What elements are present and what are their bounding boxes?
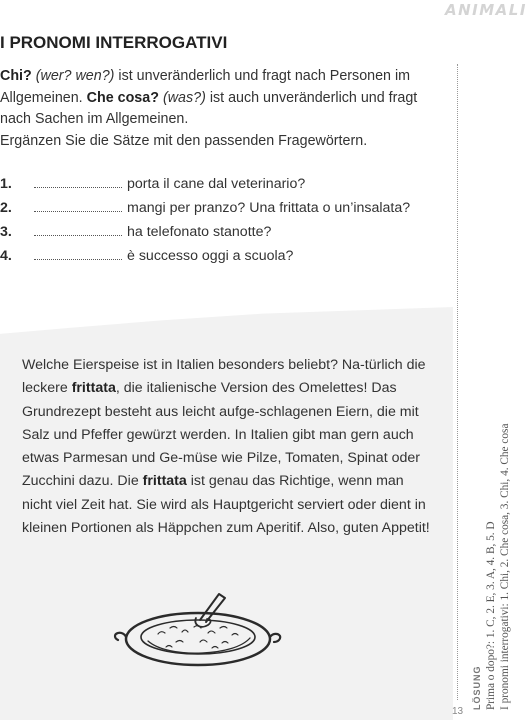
info-text-part: , die italienische Version des Omelettes! Das Grundrezept besteht aus leicht aufge-schlagenen Eiern, die mit Salz und Pfeffer gewürzt werden. In Italien gibt man gern auch etwas Parmesan und Ge-müse wie Pilze, Tomaten, Spinat oder Zucchini dazu. Die — [22, 380, 420, 490]
exercise-sentence: mangi per pranzo? Una frittata o un’insalata? — [127, 200, 411, 216]
column-divider — [457, 64, 458, 700]
exercise-sentence: ha telefonato stanotte? — [127, 224, 272, 240]
question-word-che-cosa: Che cosa? — [86, 89, 159, 106]
solution-line-1: Prima o dopo?: 1. C, 2. E, 3. A, 4. B, 5. D — [485, 521, 497, 710]
highlight-frittata: frittata — [142, 473, 187, 490]
highlight-frittata: frittata — [71, 380, 116, 397]
exercise-number: 4. — [0, 248, 12, 264]
exercise-sentence: porta il cane dal veterinario? — [127, 176, 306, 192]
intro-text — [0, 66, 445, 152]
intro-paragraph — [0, 66, 445, 131]
section-tag: ANIMALI — [445, 1, 527, 19]
exercise-item — [0, 172, 450, 196]
exercise-item — [0, 220, 450, 244]
answer-blank[interactable] — [34, 201, 122, 212]
page-title: I PRONOMI INTERROGATIVI — [0, 33, 228, 52]
exercise-number: 2. — [0, 200, 12, 216]
exercise-number: 1. — [0, 176, 12, 192]
solution-title: LÖSUNG — [472, 665, 482, 710]
intro-explanation-che-cosa: ist auch unveränderlich und fragt nach Sachen im Allgemeinen. — [0, 89, 418, 127]
frittata-pan-illustration — [110, 592, 285, 687]
exercise-item — [0, 196, 450, 220]
question-word-chi: Chi? — [0, 68, 32, 84]
solution-column — [470, 0, 527, 710]
info-text-part: ist genau das Richtige, wenn man nicht viel Zeit hat. Sie wird als Hauptgericht serviert oder dient in kleinen Portionen als Häppchen zum Aperitif. Also, guten Appetit! — [22, 473, 430, 537]
page-number: 13 — [452, 706, 464, 717]
answer-blank[interactable] — [34, 177, 122, 188]
translation-che-cosa: (was?) — [162, 89, 206, 106]
answer-blank[interactable] — [34, 249, 122, 260]
info-paragraph — [22, 354, 432, 540]
info-text-part: Welche Eierspeise ist in Italien besonders beliebt? Na-türlich die leckere — [22, 357, 426, 397]
exercise-item — [0, 244, 450, 268]
translation-chi: (wer? wen?) — [35, 68, 115, 84]
answer-blank[interactable] — [34, 225, 122, 236]
exercise-list — [0, 172, 450, 268]
solution-line-2: I pronomi interrogativi: 1. Chi, 2. Che cosa, 3. Chi, 4. Che cosa — [499, 423, 511, 710]
info-text — [22, 354, 432, 540]
exercise-instruction: Ergänzen Sie die Sätze mit den passenden Fragewörtern. — [0, 132, 368, 149]
intro-explanation-chi: ist unveränderlich und fragt nach Personen im Allgemeinen. — [0, 68, 411, 106]
exercise-number: 3. — [0, 224, 12, 240]
exercise-sentence: è successo oggi a scuola? — [127, 248, 294, 264]
